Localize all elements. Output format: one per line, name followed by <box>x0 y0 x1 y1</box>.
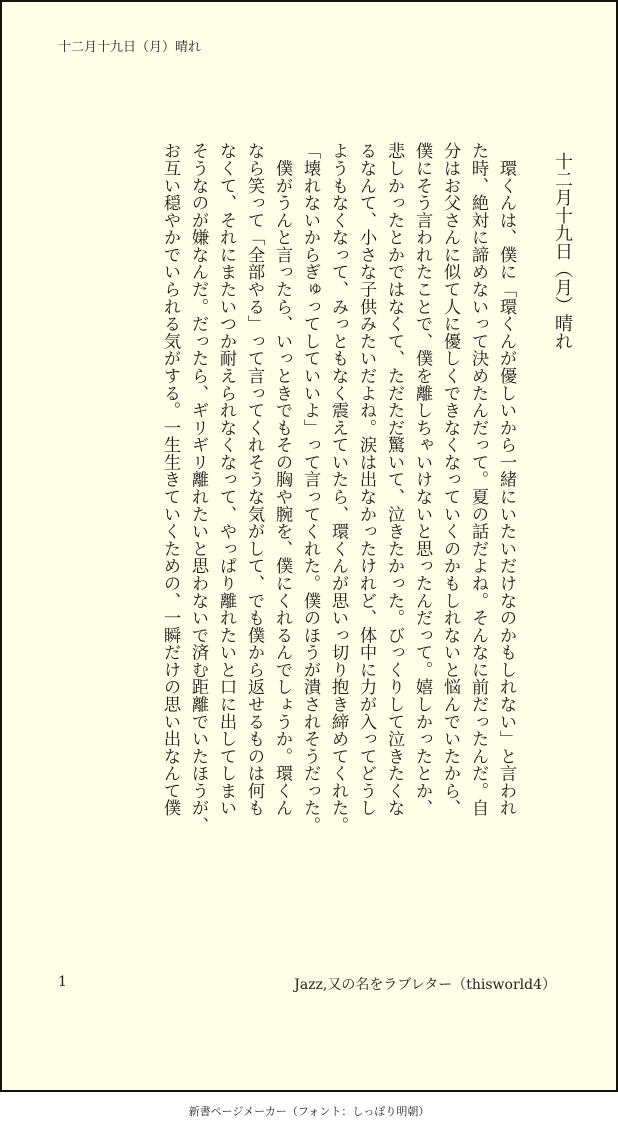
text-column: た時、絶対に諦めないって決めたんだって。夏の話だよね。そんなに前だったんだ。自 <box>468 142 488 817</box>
text-column: ようもなくなって、みっともなく震えていたら、環くんが思いっ切り抱き締めてくれた。 <box>328 142 348 834</box>
text-column: 僕がうんと言ったら、いっときでもその胸や腕を、僕にくれるんでしょうか。環くん <box>272 142 292 817</box>
text-column: 悲しかったとかではなくて、ただただ驚いて、泣きたかった。びっくりして泣きたくな <box>384 142 404 817</box>
page-number: 1 <box>58 974 67 990</box>
text-column: 分はお父さんに似て人に優しくできなくなっていくのかもしれないと悩んでいたから、 <box>440 142 460 817</box>
text-column: そうなのが嫌なんだ。だったら、ギリギリ離れたいと思わないで済む距離でいたほうが、 <box>188 142 208 834</box>
text-column: お互い穏やかでいられる気がする。一生生きていくための、一瞬だけの思い出なんて僕 <box>160 142 180 817</box>
text-column: 僕にそう言われたことで、僕を離しちゃいけないと思ったんだって。嬉しかったとか、 <box>412 142 432 817</box>
text-column: なら笑って「全部やる」って言ってくれそうな気がして、でも僕から返せるものは何も <box>244 142 264 817</box>
generator-credit: 新書ページメーカー（フォント：しっぽり明朝） <box>188 1105 430 1118</box>
text-column: 環くんは、僕に「環くんが優しいから一緒にいたいだけなのかもしれない」と言われ <box>496 142 516 817</box>
running-header: 十二月十九日（月）晴れ <box>58 40 202 55</box>
vertical-body-text <box>156 142 576 932</box>
text-column: るなんて、小さな子供みたいだよね。涙は出なかったけれど、体中に力が入ってどうし <box>356 142 376 817</box>
book-title: Jazz,又の名をラブレター（thisworld4） <box>294 977 556 993</box>
chapter-title: 十二月十九日（月）晴れ <box>552 152 573 350</box>
text-column: なくて、それにまたいつか耐えられなくなって、やっぱり離れたいと口に出してしまい <box>216 142 236 817</box>
text-column: 「壊れないからぎゅってしていいよ」って言ってくれた。僕のほうが潰されそうだった。 <box>300 142 320 834</box>
